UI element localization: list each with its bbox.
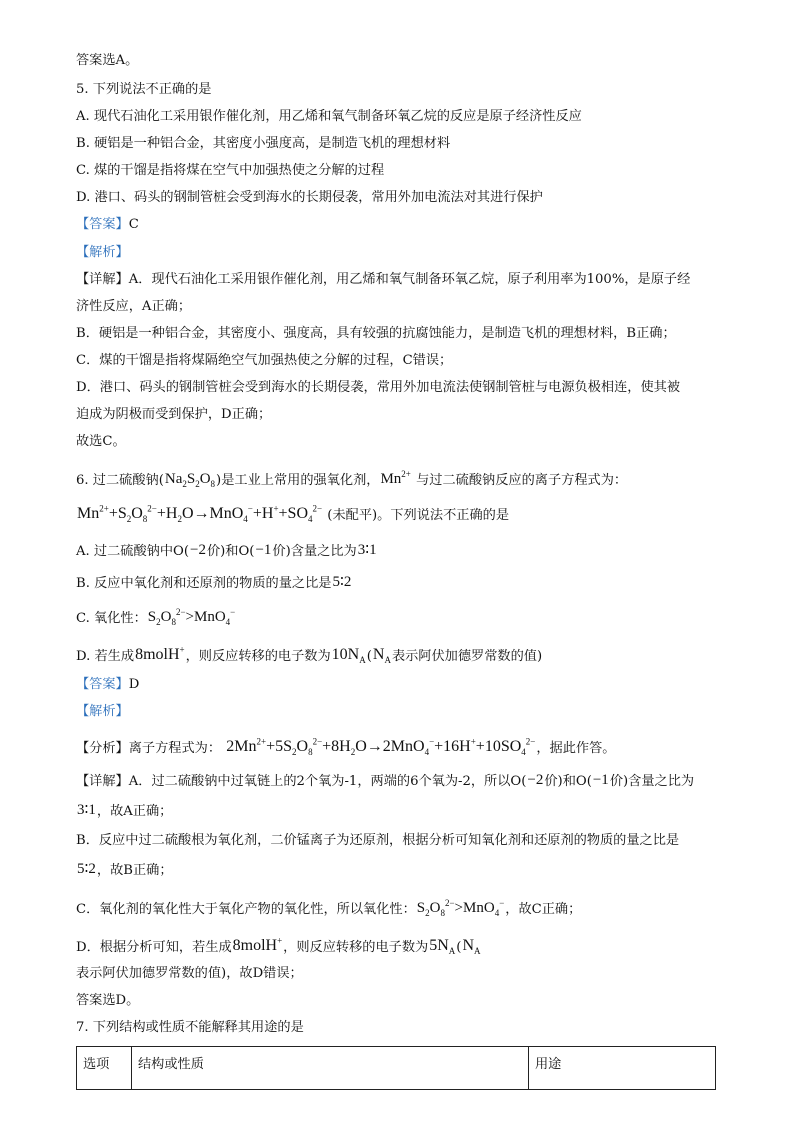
option-b	[76, 573, 352, 593]
conclusion-line: 答案选D。	[76, 993, 140, 1008]
formula-image: −2	[527, 772, 544, 788]
explanation-line: 济性反应，A正确；	[76, 299, 192, 314]
formula-image: 8molH+	[232, 935, 283, 954]
option-d: D. 港口、码头的钢制管桩会受到海水的长期侵袭，常用外加电流法对其进行保护	[76, 190, 543, 205]
analysis-heading	[76, 244, 129, 262]
option-b: B. 硬铝是一种铝合金，其密度小强度高，是制造飞机的理想材料	[76, 136, 451, 151]
analysis-tag: 【解析】	[76, 245, 129, 260]
option-text: B. 反应中氧化剂和还原剂的物质的量之比是	[76, 576, 332, 591]
option-a	[76, 541, 378, 561]
formula-image: 3∶1	[357, 542, 377, 558]
explanation-line: 表示阿伏加德罗常数的值)，故D错误；	[76, 966, 303, 981]
stem-text: 6. 过二硫酸钠(	[76, 473, 164, 488]
table-header-cell: 选项	[77, 1047, 132, 1090]
table-header-cell: 用途	[529, 1047, 716, 1090]
detail-tag: 【详解】	[76, 774, 129, 789]
explanation-line: D．根据分析可知，若生成8molH+，则反应转移的电子数为$5N_A(N_A$	[76, 935, 481, 957]
option-text: C. 氧化性：	[76, 611, 147, 626]
analysis-text: 离子方程式为：	[128, 741, 222, 756]
equation-image: $Mn^{2+}+S_2O_8^{2-}+H_2O\to MnO_4^-+H^++SO_4^{2-}$	[77, 503, 323, 525]
formula-image: $Mn^{2+}$	[380, 469, 411, 487]
answer-line	[76, 216, 139, 234]
answer-value: C	[128, 217, 139, 232]
option-c: C. 煤的干馏是指将煤在空气中加强热使之分解的过程	[76, 163, 385, 178]
formula-image: $S_2O_8^{2-}>MnO_4^-$	[416, 898, 505, 918]
formula-image: $N_A$	[372, 646, 391, 666]
formula-image: 5∶2	[77, 861, 96, 877]
explanation-text: A．过二硫酸钠中过氧链上的2个氧为-1，两端的6个氧为-2，所以O(	[128, 774, 527, 789]
explanation-text: ，故C正确；	[505, 902, 582, 917]
explanation-line: B．硬铝是一种铝合金，其密度小、强度高，具有较强的抗腐蚀能力，是制造飞机的理想材料，B正确；	[76, 326, 676, 341]
explanation-line: D．港口、码头的钢制管桩会受到海水的长期侵袭，常用外加电流法使钢制管桩与电源负极相连，使其被	[76, 380, 681, 395]
explanation-text: D．根据分析可知，若生成	[76, 940, 232, 955]
explanation-text: ，故B正确；	[96, 863, 173, 878]
explanation-line: 迫成为阴极而受到保护，D正确；	[76, 407, 272, 422]
formula-image: −1	[255, 542, 272, 558]
text-line: 答案选A。	[76, 53, 139, 68]
formula-image: $S_2O_8^{2-}>MnO_4^-$	[147, 607, 236, 627]
question-7-stem: 7. 下列结构或性质不能解释其用途的是	[76, 1020, 304, 1035]
answer-tag: 【答案】	[76, 677, 129, 692]
formula-image: −2	[190, 542, 206, 558]
explanation-line	[76, 271, 690, 289]
stem-text: )是工业上常用的强氧化剂，	[216, 473, 380, 488]
formula-image: $N_A$	[462, 937, 481, 957]
analysis-tag: 【解析】	[76, 704, 129, 719]
table-header-cell: 结构或性质	[132, 1047, 529, 1090]
formula-image: $5N_A$	[429, 937, 456, 957]
equation-image: $2Mn^{2+}+5S_2O_8^{2-}+8H_2O\to 2MnO_4^-+16H^++10SO_4^{2-}$	[226, 736, 536, 758]
explanation-line: B．反应中过二硫酸根为氧化剂，二价锰离子为还原剂，根据分析可知氧化剂和还原剂的物质的量之比是	[76, 833, 680, 848]
question-6-equation	[76, 505, 509, 525]
question-5-stem: 5. 下列说法不正确的是	[76, 82, 212, 97]
answer-tag: 【答案】	[76, 217, 129, 232]
stem-text: 与过二硫酸钠反应的离子方程式为：	[416, 473, 628, 488]
formula-image: $10N_A$	[331, 646, 366, 666]
explanation-text: 价)和O(	[544, 774, 592, 789]
option-text: 价)含量之比为	[272, 544, 357, 559]
explanation-line: C．煤的干馏是指将煤隔绝空气加强热使之分解的过程，C错误；	[76, 353, 453, 368]
option-text: 表示阿伏加德罗常数的值)	[391, 649, 543, 664]
conclusion-line: 故选C。	[76, 434, 126, 449]
table-row	[77, 1047, 716, 1090]
analysis-line	[76, 738, 615, 758]
formula-image: 5∶2	[332, 574, 352, 590]
formula-image: −1	[592, 772, 609, 788]
explanation-text: 价)含量之比为	[609, 774, 695, 789]
analysis-tag: 【分析】	[76, 741, 129, 756]
explanation-line	[76, 899, 581, 919]
explanation-text: ，则反应转移的电子数为	[283, 940, 429, 955]
analysis-text: ，据此作答。	[536, 741, 616, 756]
answer-value: D	[128, 677, 140, 692]
explanation-text: C．氧化剂的氧化性大于氧化产物的氧化性，所以氧化性：	[76, 902, 416, 917]
explanation-text: A．现代石油化工采用银作催化剂，用乙烯和氧气制备环氧乙烷，原子利用率为100%，是原子经	[128, 272, 691, 287]
formula-image: 8molH+	[135, 644, 185, 663]
option-text: 价)和O(	[206, 544, 255, 559]
explanation-line	[76, 771, 694, 791]
explanation-line	[76, 860, 173, 880]
option-c	[76, 608, 236, 628]
analysis-heading	[76, 703, 129, 721]
question-6-stem	[76, 470, 627, 490]
formula-image: 3∶1	[77, 802, 96, 818]
option-a: A. 现代石油化工采用银作催化剂，用乙烯和氧气制备环氧乙烷的反应是原子经济性反应	[76, 109, 582, 124]
options-table	[76, 1046, 716, 1090]
explanation-text: ，故A正确；	[96, 804, 173, 819]
formula-image: $Na_2S_2O_8$	[164, 471, 216, 489]
answer-line	[76, 676, 139, 694]
option-d: D. 若生成8molH+，则反应转移的电子数为$10N_A(N_A$表示阿伏加德罗常数的值)	[76, 644, 543, 666]
option-text: ，则反应转移的电子数为	[185, 649, 331, 664]
option-text: A. 过二硫酸钠中O(	[76, 544, 189, 559]
stem-text: (未配平)。下列说法不正确的是	[327, 508, 510, 523]
detail-tag: 【详解】	[76, 272, 129, 287]
option-text: D. 若生成	[76, 649, 135, 664]
explanation-line	[76, 801, 172, 821]
